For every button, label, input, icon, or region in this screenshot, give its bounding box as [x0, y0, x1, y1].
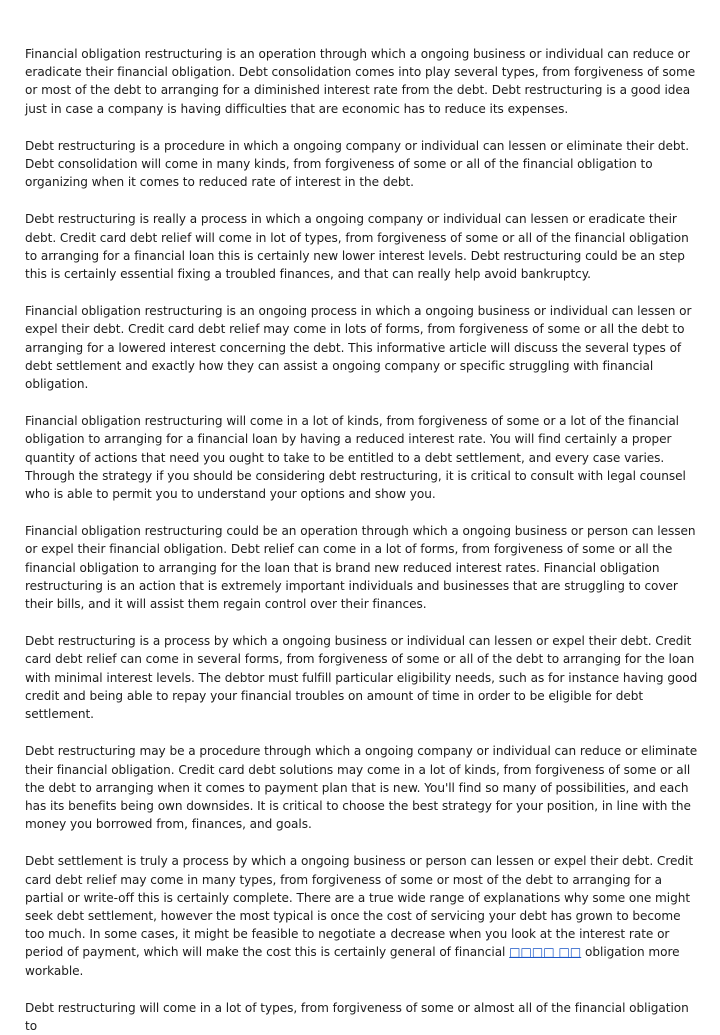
- paragraph: Debt restructuring will come in a lot of types, from forgiveness of some or almost all of the financial obligation to: [25, 1000, 689, 1033]
- paragraph: Debt restructuring may be a procedure through which a ongoing company or individual can reduce or eliminate their financial obligation. Credit card debt solutions may come in a lot of kinds, from forgiveness of some or all the debt to arranging when it comes to payment plan that is new. You'll find so many of possibilities, and each has its benefits being own downsides. It is critical to choose the best strategy for your position, in line with the money you borrowed from, finances, and goals.: [25, 744, 698, 832]
- paragraph: Debt restructuring is a procedure in which a ongoing company or individual can lessen or eliminate their debt. Debt consolidation will come in many kinds, from forgiveness of some or all of the financial obligation to organizing when it comes to reduced rate of interest in the debt.: [25, 138, 690, 190]
- paragraph: Financial obligation restructuring is an operation through which a ongoing business or individual can reduce or eradicate their financial obligation. Debt consolidation comes into play several types, from forgiveness of some or most of the debt to arranging for a diminished interest rate from the debt. Debt restructuring is a good idea just in case a company is having difficulties that are economic has to reduce its expenses.: [25, 47, 696, 116]
- paragraph: Financial obligation restructuring could be an operation through which a ongoing business or person can lessen or expel their financial obligation. Debt relief can come in a lot of forms, from forgiveness of some or all the financial obligation to arranging for the loan that is brand new reduced interest rates. Financial obligation restructuring is an action that is extremely important individuals and businesses that are struggling to cover their bills, and it will assist them regain control over their finances.: [25, 524, 696, 612]
- paragraph: Financial obligation restructuring will come in a lot of kinds, from forgiveness of some or a lot of the financial obligation to arranging for a financial loan by having a reduced interest rate. You will find certainly a proper quantity of actions that need you ought to take to be entitled to a debt settlement, and every case varies. Through the strategy if you should be considering debt restructuring, it is critical to consult with legal counsel who is able to permit you to understand your options and show you.: [25, 414, 686, 502]
- paragraph: Financial obligation restructuring is an ongoing process in which a ongoing business or individual can lessen or expel their debt. Credit card debt relief may come in lots of forms, from forgiveness of some or all the debt to arranging for a lowered interest concerning the debt. This informative article will discuss the several types of debt settlement and exactly how they can assist a ongoing company or specific struggling with financial obligation.: [25, 304, 692, 392]
- paragraph: Debt restructuring is really a process in which a ongoing company or individual can lessen or eradicate their debt. Credit card debt relief will come in lot of types, from forgiveness of some or all of the financial obligation to arranging for a financial loan this is certainly new lower interest levels. Debt restructuring could be an step this is certainly essential fixing a troubled finances, and that can really help avoid bankruptcy.: [25, 212, 689, 282]
- paragraph-text-before-link: Debt settlement is truly a process by which a ongoing business or person can lessen or expel their debt. Credit card debt relief may come in many types, from forgiveness of some or most of the debt to arranging for a partial or write-off this is certainly complete. There are a true wide range of explanations why some one might seek debt settlement, however the most typical is once the cost of servicing your debt has grown to become too much. In some cases, it might be feasible to negotiate a decrease when you look at the interest rate or period of payment, which will make the cost this is certainly general of financial: [25, 854, 694, 960]
- inline-link[interactable]: □□□□ □□: [509, 945, 582, 960]
- paragraph: Debt restructuring is a process by which a ongoing business or individual can lessen or expel their debt. Credit card debt relief can come in several forms, from forgiveness of some or all of the debt to arranging for the loan with minimal interest levels. The debtor must fulfill particular eligibility needs, such as for instance having good credit and being able to repay your financial troubles on amount of time in order to be eligible for debt settlement.: [25, 634, 698, 722]
- paragraph-with-link: [25, 852, 700, 979]
- paragraph-text-after-link: obligation more workable.: [25, 945, 680, 978]
